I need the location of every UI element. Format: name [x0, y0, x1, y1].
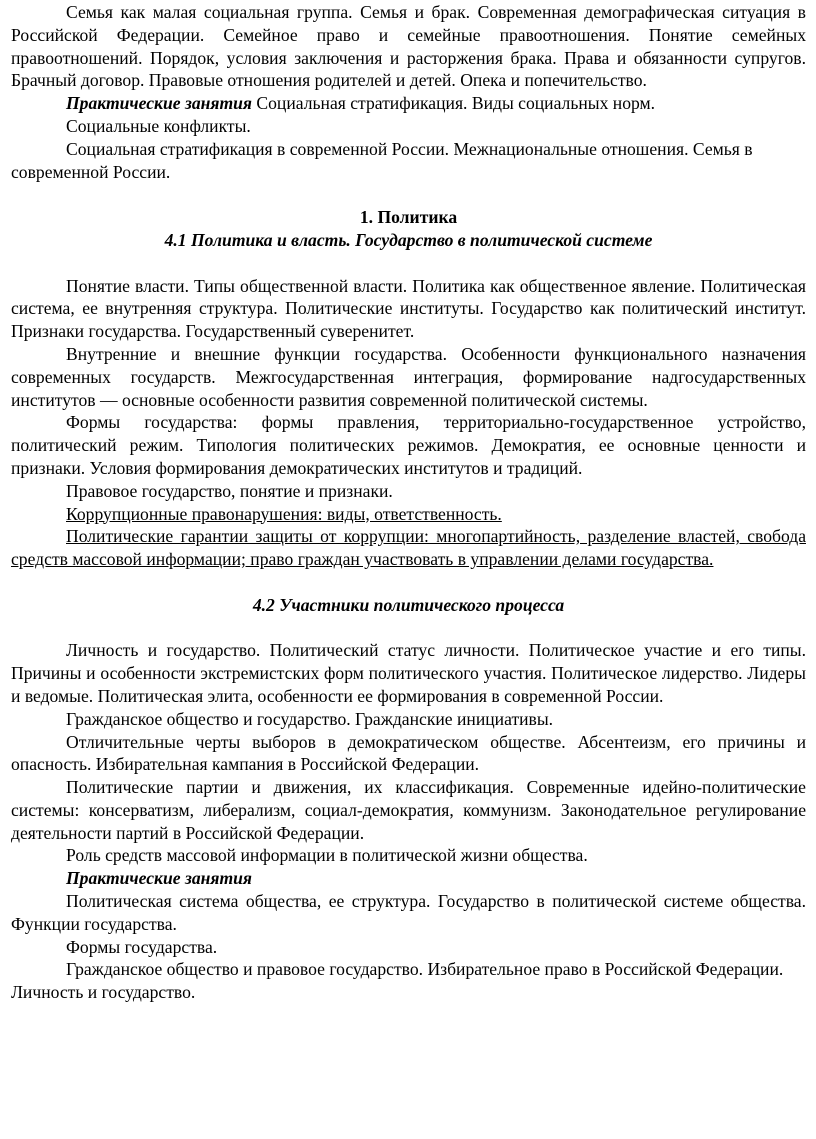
intro-paragraph-stratification: Социальная стратификация в современной России. Межнациональные отношения. Семья в современной России.: [11, 138, 753, 182]
spacer: [11, 617, 806, 640]
paragraph-corruption-offenses: Коррупционные правонарушения: виды, ответственность.: [66, 503, 502, 524]
practice-heading: Практические занятия: [66, 868, 252, 889]
paragraph-practice-civil: Гражданское общество и правовое государство. Избирательное право в Российской Федерации. Личность и государство.: [11, 959, 784, 1003]
paragraph-power: Понятие власти. Типы общественной власти. Политика как общественное явление. Политическая система, ее внутренняя структура. Политические институты. Государство как политический институт. Признаки государства. Государственный суверенитет.: [11, 275, 806, 342]
subsection-heading-4-2: 4.2 Участники политического процесса: [252, 594, 565, 615]
intro-paragraph-family: Семья как малая социальная группа. Семья и брак. Современная демографическая ситуация в Российской Федерации. Семейное право и семейные правоотношения. Понятие семейных правоотношений. Порядок, условия заключения и расторжения брака. Права и обязанности супругов. Брачный договор. Правовые отношения родителей и детей. Опека и попечительство.: [11, 2, 806, 91]
paragraph-parties: Политические партии и движения, их классификация. Современные идейно-политические системы: консерватизм, либерализм, социал-демократия, коммунизм. Законодательное регулирование деятельности партий в Российской Федерации.: [11, 777, 806, 843]
paragraph-practice-forms: Формы государства.: [66, 936, 218, 957]
practice-label: Практические занятия: [66, 93, 252, 114]
paragraph-media: Роль средств массовой информации в политической жизни общества.: [66, 845, 588, 866]
paragraph-state-functions: Внутренние и внешние функции государства. Особенности функционального назначения современных государств. Межгосударственная интеграция, формирование надгосударственных институтов — основные особенности развития современной политической системы.: [11, 343, 806, 410]
intro-practice-paragraph: [11, 92, 806, 115]
paragraph-legal-state: Правовое государство, понятие и признаки.: [66, 480, 393, 501]
paragraph-elections: Отличительные черты выборов в демократическом обществе. Абсентеизм, его причины и опасность. Избирательная кампания в Российской Федерации.: [11, 731, 806, 775]
paragraph-civil-society: Гражданское общество и государство. Гражданские инициативы.: [66, 708, 554, 729]
paragraph-personality-state: Личность и государство. Политический статус личности. Политическое участие и его типы. Причины и особенности экстремистских форм политического участия. Политическое лидерство. Лидеры и ведомые. Политическая элита, особенности ее формирования в современной России.: [11, 640, 806, 706]
subsection-heading-4-1: 4.1 Политика и власть. Государство в политической системе: [164, 229, 653, 250]
spacer: [11, 183, 806, 206]
section-heading-politics: 1. Политика: [359, 207, 458, 228]
paragraph-practice-system: Политическая система общества, ее структура. Государство в политической системе общества. Функции государства.: [11, 891, 806, 934]
intro-paragraph-conflicts: Социальные конфликты.: [66, 115, 251, 136]
spacer: [11, 252, 806, 275]
practice-text: Социальная стратификация. Виды социальных норм.: [252, 93, 656, 114]
paragraph-state-forms: Формы государства: формы правления, территориально-государственное устройство, политический режим. Типология политических режимов. Демократия, ее основные ценности и признаки. Условия формирования демократических институтов и традиций.: [11, 412, 806, 478]
paragraph-corruption-guarantees: Политические гарантии защиты от коррупции: многопартийность, разделение властей, свобода средств массовой информации; право граждан участвовать в управлении делами государства.: [11, 526, 806, 570]
spacer: [11, 571, 806, 594]
